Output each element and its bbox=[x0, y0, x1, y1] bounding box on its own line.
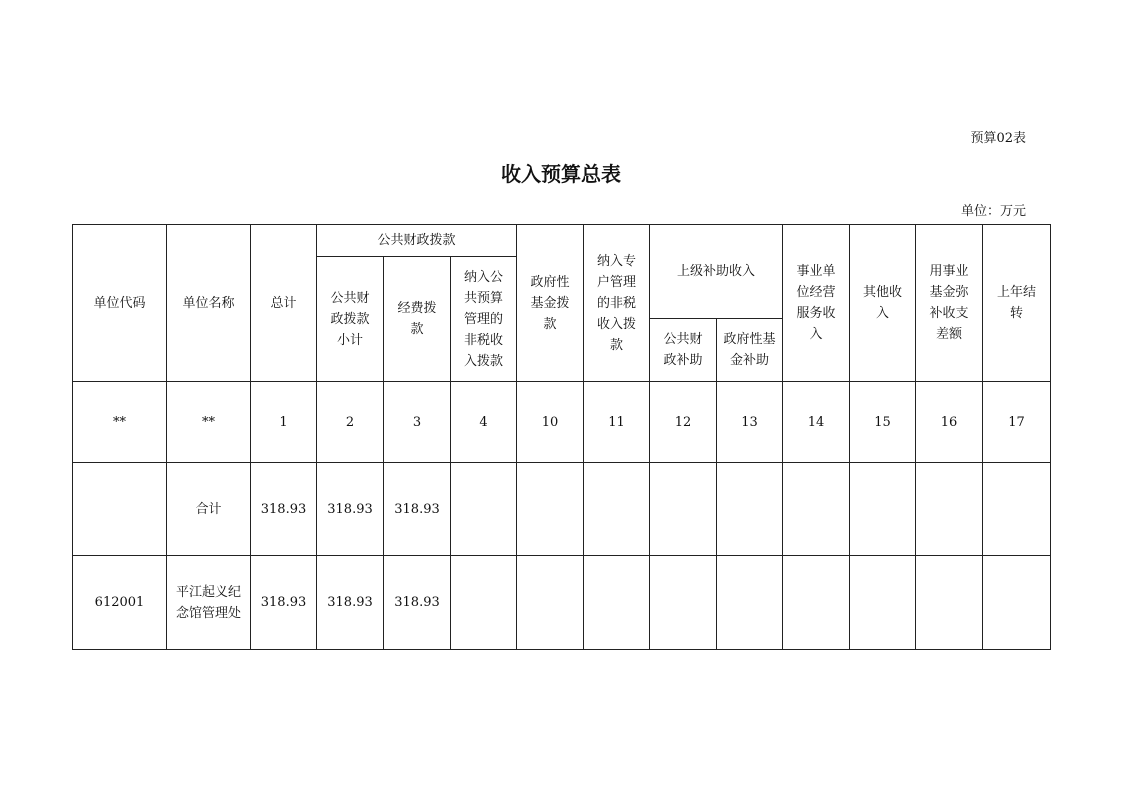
col-header-unit-code: 单位代码 bbox=[73, 225, 167, 382]
col-header-carryover-text: 上年结转 bbox=[997, 285, 1037, 321]
empty-cell bbox=[650, 463, 717, 556]
empty-cell bbox=[850, 556, 916, 650]
col-header-operating-funds bbox=[384, 257, 451, 382]
col-header-fund-balance bbox=[916, 225, 983, 382]
col-header-total: 总计 bbox=[251, 225, 317, 382]
income-budget-table bbox=[72, 224, 1051, 650]
col-header-non-tax-public-budget bbox=[451, 257, 517, 382]
col-header-public-finance-subsidy-text: 公共财政补助 bbox=[663, 332, 703, 368]
unit-name-cell bbox=[167, 556, 251, 650]
empty-cell bbox=[783, 463, 850, 556]
empty-cell bbox=[717, 556, 783, 650]
col-header-public-finance-subtotal bbox=[317, 257, 384, 382]
index-cell: 3 bbox=[384, 382, 451, 463]
index-cell: ** bbox=[167, 382, 251, 463]
index-cell: 16 bbox=[916, 382, 983, 463]
col-header-business-income bbox=[783, 225, 850, 382]
col-header-public-finance-subsidy bbox=[650, 319, 717, 382]
subtotal-cell: 318.93 bbox=[317, 556, 384, 650]
empty-cell bbox=[983, 556, 1051, 650]
col-header-carryover bbox=[983, 225, 1051, 382]
empty-cell bbox=[783, 556, 850, 650]
col-header-superior-subsidy: 上级补助收入 bbox=[650, 225, 783, 319]
total-cell: 318.93 bbox=[251, 463, 317, 556]
col-header-operating-funds-text: 经费拨款 bbox=[397, 301, 437, 337]
col-header-gov-fund-subsidy bbox=[717, 319, 783, 382]
col-header-gov-fund bbox=[517, 225, 584, 382]
header-row bbox=[73, 225, 1051, 257]
index-row bbox=[73, 382, 1051, 463]
col-header-non-tax-special bbox=[584, 225, 650, 382]
empty-cell bbox=[916, 463, 983, 556]
col-header-other-income-text: 其他收入 bbox=[863, 285, 903, 321]
unit-code-cell: 612001 bbox=[73, 556, 167, 650]
empty-cell bbox=[850, 463, 916, 556]
operating-cell: 318.93 bbox=[384, 556, 451, 650]
col-header-business-income-text: 事业单位经营服务收入 bbox=[796, 264, 836, 342]
index-cell: 11 bbox=[584, 382, 650, 463]
index-cell: 13 bbox=[717, 382, 783, 463]
col-header-non-tax-public-budget-text: 纳入公共预算管理的非税收入拨款 bbox=[464, 269, 504, 369]
empty-cell bbox=[650, 556, 717, 650]
empty-cell bbox=[584, 463, 650, 556]
index-cell: 17 bbox=[983, 382, 1051, 463]
subtotal-cell: 318.93 bbox=[317, 463, 384, 556]
form-number: 预算02表 bbox=[970, 131, 1026, 146]
col-header-fund-balance-text: 用事业基金弥补收支差额 bbox=[929, 264, 969, 342]
page-title: 收入预算总表 bbox=[501, 162, 621, 186]
index-cell: 14 bbox=[783, 382, 850, 463]
index-cell: 12 bbox=[650, 382, 717, 463]
index-cell: 2 bbox=[317, 382, 384, 463]
empty-cell bbox=[451, 463, 517, 556]
index-cell: 4 bbox=[451, 382, 517, 463]
empty-cell bbox=[584, 556, 650, 650]
col-header-other-income bbox=[850, 225, 916, 382]
table-row bbox=[73, 556, 1051, 650]
index-cell: 10 bbox=[517, 382, 584, 463]
operating-cell: 318.93 bbox=[384, 463, 451, 556]
col-header-gov-fund-text: 政府性基金拨款 bbox=[530, 274, 570, 332]
empty-cell bbox=[916, 556, 983, 650]
index-cell: ** bbox=[73, 382, 167, 463]
col-header-public-finance-subtotal-text: 公共财政拨款小计 bbox=[330, 290, 370, 348]
empty-cell bbox=[983, 463, 1051, 556]
total-cell: 318.93 bbox=[251, 556, 317, 650]
unit-name-cell: 合计 bbox=[167, 463, 251, 556]
col-header-gov-fund-subsidy-text: 政府性基金补助 bbox=[723, 332, 776, 368]
index-cell: 15 bbox=[850, 382, 916, 463]
unit-name-text: 平江起义纪念馆管理处 bbox=[176, 584, 242, 621]
empty-cell bbox=[717, 463, 783, 556]
index-cell: 1 bbox=[251, 382, 317, 463]
empty-cell bbox=[517, 556, 584, 650]
empty-cell bbox=[517, 463, 584, 556]
empty-cell bbox=[451, 556, 517, 650]
col-header-public-finance: 公共财政拨款 bbox=[317, 225, 517, 257]
col-header-non-tax-special-text: 纳入专户管理的非税收入拨款 bbox=[597, 253, 637, 353]
table-row bbox=[73, 463, 1051, 556]
unit-label: 单位：万元 bbox=[960, 204, 1026, 219]
unit-code-cell bbox=[73, 463, 167, 556]
col-header-unit-name: 单位名称 bbox=[167, 225, 251, 382]
